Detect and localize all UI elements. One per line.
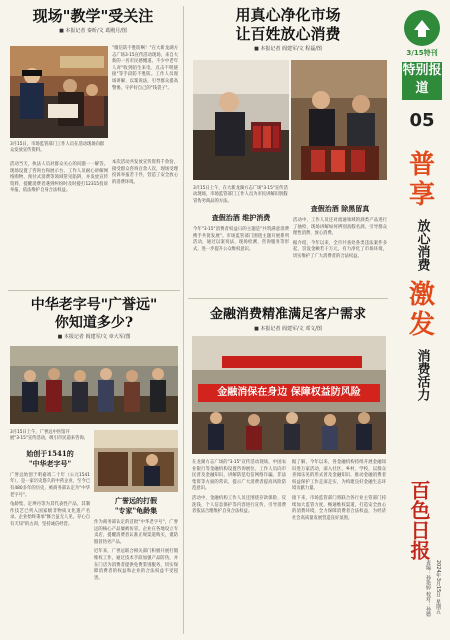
article-2-photo-left	[193, 60, 289, 180]
article-4-byline: ■ 本报记者 阎建军/文 邓文/图	[254, 326, 322, 332]
article-2	[190, 6, 386, 53]
special-report-text: 特别报道	[402, 63, 442, 96]
article-3-photo-caption: 3月15日上午，广誉远中医馆开展"3·15"宣传活动，吸引市民前来咨询。	[10, 430, 88, 442]
slogan-char-3: 激	[408, 280, 435, 310]
article-3-subhead-2a: 广誉远的打假	[115, 496, 157, 505]
article-3-byline: ■ 本报记者 阎建军/文 章大军/图	[57, 334, 131, 340]
article-1-body-b: 活动当天，执法人员对群众关心的问题一一解答。现场设置了咨询台和展示台，工作人员耐心讲解网络购物、预付式消费等领域常见陷阱，并发放宣传资料，提醒消费者遇到纠纷时及时拨打12315投诉举报，依法维护自身合法权益。	[10, 162, 108, 194]
article-4	[188, 306, 388, 333]
article-2-photo-right	[291, 60, 387, 180]
divider	[183, 6, 184, 634]
page-number: 05	[409, 110, 435, 131]
article-2-body-a: 今年"3·15"消费者权益日的主题是"共筑满意消费 携手共促发展"。市场监管部门围绕主题开展系列活动，通过以案说法、现场检测、咨询服务等形式，进一步提升公众维权意识。	[193, 227, 289, 252]
special-report-label	[402, 62, 442, 100]
article-2-title-line1: 用真心净化市场	[235, 6, 341, 24]
article-4-body-b: 活动中，金融机构工作人员还围绕存款保险、反洗钱、个人信息保护等内容进行宣传，引导消费者依法合理维护自身合法权益。	[192, 495, 286, 515]
article-3-title-line1: 中华老字号"广誉远"	[30, 297, 158, 313]
article-4-title: 金融消费精准满足客户需求	[209, 307, 366, 322]
article-3-photo-2	[94, 430, 178, 492]
article-4-photo	[192, 336, 386, 454]
paper-name: 百色日报	[407, 480, 431, 560]
article-3-subhead-1b: "中华老字号"	[28, 458, 72, 468]
article-3-body-b: 龟龄集、定坤丹等为其代表性产品，其制作技艺已列入国家级非物质文化遗产名录。企业始终秉承"修合虽无人见，存心自有天知"的古训，坚持诚信经营。	[10, 502, 90, 527]
article-3	[8, 296, 180, 341]
article-4-body-d: 接下来，市场监管部门将联合各行业主管部门持续加大监管力度，畅通维权渠道，打造安全放心的消费环境，全力保障消费者合法权益，为经济社会高质量发展营造良好氛围。	[292, 495, 386, 521]
article-3-title-line2: 你知道多少?	[54, 315, 134, 331]
edition-date: 2024年3月15日 星期五	[435, 560, 441, 614]
article-3-subhead-1a: 始创于1541的	[26, 448, 74, 458]
divider	[188, 298, 388, 299]
article-3-body-d: 近年来，广誉远联合相关部门积极开展打假维权工作，通过技术手段加强产品防伪，并在门店为消费者提供免费鉴别服务，切实保障消费者的权益和企业的合法权益不受侵害。	[94, 549, 178, 581]
article-3-photo	[10, 346, 178, 424]
slogan-char-1: 普	[408, 150, 435, 180]
article-3-body-a: 广誉远始创于明嘉靖二十年（公元1541年），是一家历史悠久的中药企业，至今已有480多年的历史，被商务部认定为"中华老字号"。	[10, 472, 90, 498]
article-4-banner-text: 金融消保在身边 保障权益防风险	[217, 387, 361, 398]
article-3-subhead-2b: "专家"龟龄集	[114, 506, 158, 515]
article-1-photo	[10, 46, 108, 138]
slogan	[406, 150, 438, 410]
right-sidebar	[394, 0, 450, 640]
article-2-body-c: 据介绍，今年以来，全市共查处各类违法案件多起，罚没金额若干万元，有力净化了市场环境，切实维护了广大消费者的合法权益。	[293, 240, 387, 259]
article-1-byline: ■ 本报记者 秦昕/文 葛殿月/图	[59, 28, 127, 34]
slogan-char-2: 享	[408, 180, 435, 210]
article-2-title-line2: 让百姓放心消费	[235, 25, 341, 43]
editor-credit: 责编：孙艳婷 校对：孙德	[425, 560, 431, 617]
article-4-body-c: 据了解，今年以来，各金融机构持续开展金融知识进万家活动，深入社区、乡村、学校，以群众喜闻乐见的形式普及金融知识，推动金融消费者权益保护工作走深走实，为构建良好金融生态环境贡献力量。	[292, 460, 386, 492]
slogan-phrase-2: 消费活力	[414, 349, 430, 401]
paper-logo	[404, 10, 440, 46]
article-2-photo-caption: 3月15日上午，在大新龙湖方志广场"3·15"宣传活动现场，市场监管部门工作人员为市民讲解识别假冒伪劣商品的方法。	[193, 186, 288, 204]
article-1-body-c: 本次活动共发放宣传资料千余份，接受群众咨询百余人次，现场受理投诉举报若干件，营造了安全放心的消费环境。	[112, 160, 178, 185]
article-1-title: 现场"教学"受关注	[32, 7, 154, 25]
special-date: 3/15特刊	[406, 49, 438, 57]
article-3-body-c: 作为商务部认定的首批"中华老字号"，广誉远的核心产品屡被仿冒。企业在各地设立专卖店，提醒消费者认准正规渠道购买，谨防假冒伪劣产品。	[94, 520, 178, 545]
article-1	[8, 6, 178, 35]
article-2-subhead-1: 查假治酒 维护消费	[211, 213, 271, 223]
article-1-photo-caption: 3月15日，市场监管部门工作人员在活动现场向群众发放宣传资料。	[10, 142, 105, 154]
divider	[8, 290, 180, 291]
slogan-phrase-1: 放心消费	[414, 219, 430, 271]
article-1-body-a: "微信防不胜防啊！"在大新龙湖方志广场3·15宣传活动现场，来自大新的一名市民感慨道。不少中老年人对"收到陌生来电、点击不明链接"等手段防不胜防。工作人员现场讲解、以案说法，引导群众提高警惕，守护好自己的"钱袋子"。	[112, 46, 178, 91]
article-2-byline: ■ 本报记者 阎建军/文 程磊/图	[254, 46, 322, 52]
article-2-subhead-2: 查假治酒 除黑留真	[310, 204, 370, 213]
article-2-body-b: 活动中，工作人员还对流通领域的酒类产品进行了抽检，现场讲解如何辨别真假名酒，引导群众理性消费、放心消费。	[293, 218, 387, 237]
article-4-body-a: 在龙湖方志广场的"3·15"宣传活动现场，中国农业银行等金融机构设置咨询展位，工作人员向市民普及金融知识，讲解防范电信网络诈骗、非法集资等方面的常识，提示广大消费者提高风险防范意识。	[192, 460, 286, 492]
slogan-char-4: 发	[408, 310, 435, 340]
